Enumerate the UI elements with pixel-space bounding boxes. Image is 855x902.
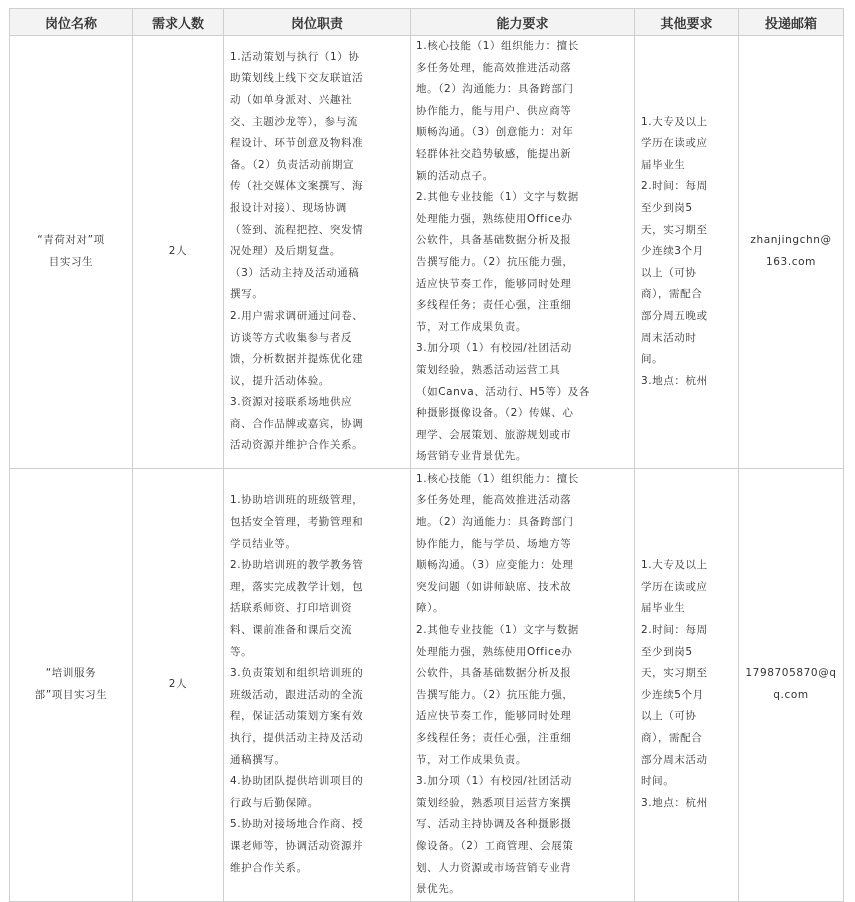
abilities-cell	[411, 36, 635, 469]
abilities-cell	[411, 468, 635, 901]
header-email: 投递邮箱	[739, 9, 844, 36]
other-line: 学历在读或应	[641, 580, 708, 593]
duties-line: 1.协助培训班的班级管理，	[230, 494, 364, 507]
abilities-line: 适应快节奏工作，能够同时处理	[416, 710, 572, 723]
email-cell	[739, 36, 844, 469]
abilities-line: 种摄影摄像设备。（2）传媒、心	[416, 407, 574, 420]
abilities-line: 公软件，具备基础数据分析及报	[416, 667, 572, 680]
abilities-line: 策划经验，熟悉活动运营工具	[416, 363, 561, 376]
other-cell	[635, 468, 739, 901]
duties-line: 议，提升活动体验。	[230, 374, 330, 387]
table-row	[10, 468, 844, 901]
other-line: 少连续3个月	[641, 245, 704, 258]
duties-line: 报设计对接）、现场协调	[230, 201, 347, 214]
internship-table	[9, 8, 844, 902]
position-line: 目实习生	[48, 255, 94, 268]
duties-line: 动（如单身派对、兴趣社	[230, 93, 353, 106]
other-line: 间。	[641, 353, 664, 366]
duties-line: 括联系师资、打印培训资	[230, 602, 353, 615]
duties-line: 活动资源并维护合作关系。	[230, 439, 364, 452]
duties-line: 4.协助团队提供培训项目的	[230, 775, 364, 788]
abilities-line: 适应快节奏工作，能够同时处理	[416, 277, 572, 290]
duties-cell	[224, 468, 411, 901]
other-line: 时间。	[641, 775, 675, 788]
abilities-line: 告撰写能力。（2）抗压能力强，	[416, 255, 574, 268]
duties-line: 撰写。	[230, 288, 264, 301]
other-cell	[635, 36, 739, 469]
header-headcount: 需求人数	[133, 9, 224, 36]
abilities-line: 障）。	[416, 602, 445, 615]
duties-line: 课老师等，协调活动资源并	[230, 839, 364, 852]
email-cell	[739, 468, 844, 901]
abilities-line: 顺畅沟通。（3）应变能力：处理	[416, 559, 574, 572]
duties-line: 通稿撰写。	[230, 753, 286, 766]
duties-line: 程，保证活动策划方案有效	[230, 710, 364, 723]
duties-line: 5.协助对接场地合作商、授	[230, 818, 364, 831]
duties-line: 况处理）及后期复盘。	[230, 245, 341, 258]
abilities-line: 处理能力强，熟练使用Office办	[416, 645, 573, 658]
abilities-line: 突发问题（如讲师缺席、技术故	[416, 580, 572, 593]
duties-line: 备。（2）负责活动前期宣	[230, 158, 355, 171]
duties-line: （签到、流程把控、突发情	[230, 223, 364, 236]
abilities-line: 像设备。（2）工商管理、会展策	[416, 839, 574, 852]
duties-line: 等。	[230, 645, 253, 658]
abilities-line: 公软件，具备基础数据分析及报	[416, 234, 572, 247]
header-row	[10, 9, 844, 36]
duties-line: 程设计、环节创意及物料准	[230, 137, 364, 150]
abilities-line: 1.核心技能（1）组织能力：擅长	[416, 472, 579, 485]
abilities-line: 颖的活动点子。	[416, 169, 494, 182]
duties-line: 2.用户需求调研通过问卷、	[230, 309, 364, 322]
header-other: 其他要求	[635, 9, 739, 36]
duties-line: 商、合作品牌或嘉宾，协调	[230, 417, 364, 430]
duties-line: 3.负责策划和组织培训班的	[230, 667, 364, 680]
other-line: 周末活动时	[641, 331, 697, 344]
abilities-line: 理学、会展策划、旅游规划或市	[416, 428, 572, 441]
duties-line: 执行，提供活动主持及活动	[230, 732, 364, 744]
duties-line: 行政与后勤保障。	[230, 796, 319, 809]
other-line: 至少到岗5	[641, 645, 693, 658]
other-line: 少连续5个月	[641, 688, 704, 701]
abilities-line: 写、活动主持协调及各种摄影摄	[416, 818, 572, 831]
other-line: 商），需配合	[641, 732, 703, 744]
other-line: 届毕业生	[641, 158, 686, 171]
position-cell	[10, 36, 133, 469]
other-line: 商），需配合	[641, 288, 703, 301]
header-abilities: 能力要求	[411, 9, 635, 36]
duties-line: 料、课前准备和课后交流	[230, 624, 353, 637]
email-line: q.com	[773, 688, 809, 701]
abilities-line: 3.加分项（1）有校园/社团活动	[416, 342, 572, 355]
header-duties: 岗位职责	[224, 9, 411, 36]
duties-line: 维护合作关系。	[230, 861, 308, 874]
abilities-line: 节，对工作成果负责。	[416, 320, 527, 333]
abilities-line: 2.其他专业技能（1）文字与数据	[416, 624, 579, 637]
abilities-line: 策划经验，熟悉项目运营方案撰	[416, 796, 572, 809]
other-line: 3.地点：杭州	[641, 374, 708, 387]
other-line: 3.地点：杭州	[641, 796, 708, 809]
email-line: zhanjingchn@	[750, 234, 832, 247]
abilities-line: 处理能力强，熟练使用Office办	[416, 212, 573, 225]
other-line: 以上（可协	[641, 266, 697, 279]
duties-line: 馈，分析数据并提炼优化建	[230, 353, 364, 366]
header-position: 岗位名称	[10, 9, 133, 36]
position-line: 部”项目实习生	[34, 688, 108, 701]
abilities-line: 告撰写能力。（2）抗压能力强，	[416, 688, 574, 701]
duties-line: 交、主题沙龙等），参与流	[230, 115, 358, 128]
abilities-line: 节，对工作成果负责。	[416, 753, 527, 766]
abilities-line: 2.其他专业技能（1）文字与数据	[416, 191, 579, 204]
other-line: 2.时间：每周	[641, 624, 708, 637]
abilities-line: 划、人力资源或市场营销专业背	[416, 861, 572, 874]
headcount-cell: 2人	[133, 36, 224, 469]
abilities-line: 多任务处理，能高效推进活动落	[416, 494, 572, 507]
other-line: 部分周五晚或	[641, 309, 708, 322]
abilities-line: 轻群体社交趋势敏感，能提出新	[416, 147, 572, 160]
other-line: 1.大专及以上	[641, 559, 708, 572]
position-cell	[10, 468, 133, 901]
abilities-line: 地。（2）沟通能力：具备跨部门	[416, 516, 574, 529]
abilities-line: 1.核心技能（1）组织能力：擅长	[416, 40, 579, 52]
abilities-line: 场营销专业背景优先。	[416, 450, 527, 463]
duties-line: 1.活动策划与执行（1）协	[230, 50, 360, 63]
abilities-line: 地。（2）沟通能力：具备跨部门	[416, 83, 574, 96]
abilities-line: 协作能力，能与用户、供应商等	[416, 104, 572, 117]
duties-line: 3.资源对接联系场地供应	[230, 396, 353, 409]
other-line: 至少到岗5	[641, 201, 693, 214]
other-line: 天，实习期至	[641, 667, 708, 680]
other-line: 届毕业生	[641, 602, 686, 615]
other-line: 1.大专及以上	[641, 115, 708, 128]
position-line: “青荷对对”项	[37, 234, 105, 247]
duties-line: （3）活动主持及活动通稿	[230, 266, 360, 279]
abilities-line: 景优先。	[416, 883, 461, 896]
position-line: “培训服务	[45, 667, 97, 680]
abilities-line: 协作能力，能与学员、场地方等	[416, 537, 572, 550]
table-row	[10, 36, 844, 469]
other-line: 天，实习期至	[641, 223, 708, 236]
abilities-line: 多任务处理，能高效推进活动落	[416, 61, 572, 74]
duties-line: 学员结业等。	[230, 537, 297, 550]
duties-line: 访谈等方式收集参与者反	[230, 331, 353, 344]
other-line: 2.时间：每周	[641, 180, 708, 193]
duties-line: 助策划线上线下交友联谊活	[230, 72, 364, 85]
abilities-line: 顺畅沟通。（3）创意能力：对年	[416, 126, 574, 139]
duties-cell	[224, 36, 411, 469]
email-line: 163.com	[765, 255, 816, 268]
abilities-line: 多线程任务；责任心强，注重细	[416, 299, 572, 312]
abilities-line: （如Canva、活动行、H5等）及各	[416, 385, 590, 398]
other-line: 部分周末活动	[641, 753, 708, 766]
duties-line: 传（社交媒体文案撰写、海	[230, 180, 364, 193]
duties-line: 2.协助培训班的教学教务管	[230, 559, 364, 572]
abilities-line: 3.加分项（1）有校园/社团活动	[416, 775, 572, 788]
duties-line: 班级活动，跟进活动的全流	[230, 688, 364, 701]
duties-line: 理，落实完成教学计划，包	[230, 580, 364, 593]
other-line: 学历在读或应	[641, 137, 708, 150]
abilities-line: 多线程任务；责任心强，注重细	[416, 732, 572, 744]
headcount-cell: 2人	[133, 468, 224, 901]
other-line: 以上（可协	[641, 710, 697, 723]
email-line: 1798705870@q	[745, 667, 837, 680]
duties-line: 包括安全管理，考勤管理和	[230, 516, 364, 529]
